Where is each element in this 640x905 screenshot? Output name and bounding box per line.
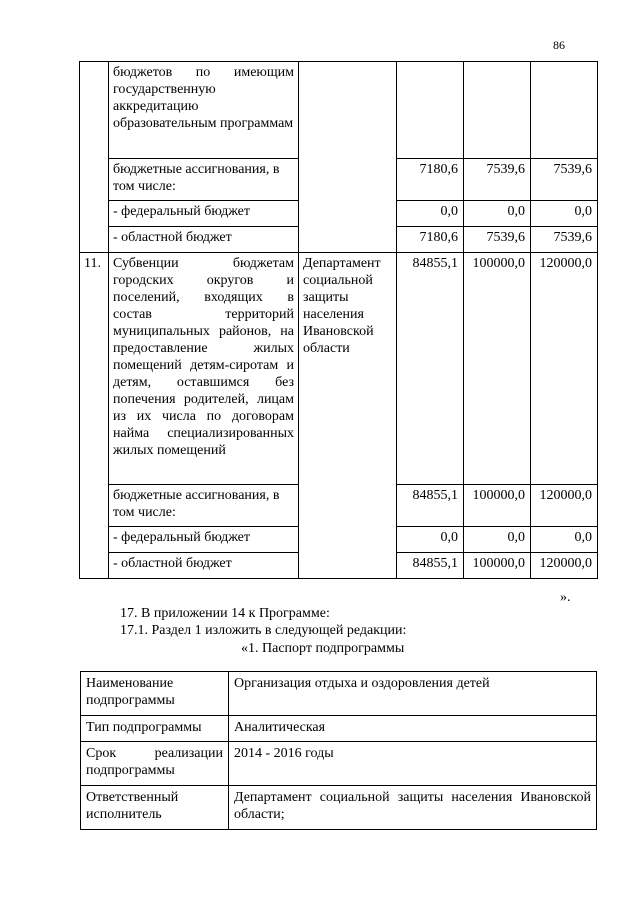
- value-2014: 7180,6: [397, 159, 464, 201]
- value-2016: 0,0: [531, 527, 598, 553]
- table-row: [80, 253, 598, 485]
- item-name-cell: Субвенции бюджетам городских округов и поселений, входящих в состав территорий муниципальных районов, на предоставление жилых помещений детям-сиротам и детям, оставшимся без попечения родителей, лицам из их числа по договорам найма специализированных жилых помещений: [109, 253, 299, 485]
- value-2014: [397, 62, 464, 159]
- value-2015: 0,0: [464, 527, 531, 553]
- executor-cell: [299, 62, 397, 253]
- passport-value: Организация отдыха и оздоровления детей: [229, 672, 597, 716]
- value-2014: 84855,1: [397, 553, 464, 579]
- table-row: [81, 716, 597, 742]
- passport-label: Ответственный исполнитель: [81, 786, 229, 830]
- item-name-cell: - областной бюджет: [109, 553, 299, 579]
- value-2015: 7539,6: [464, 159, 531, 201]
- budget-table: [79, 61, 598, 579]
- value-2015: 100000,0: [464, 553, 531, 579]
- number-cell: [80, 62, 109, 253]
- value-2014: 84855,1: [397, 253, 464, 485]
- table-row: [81, 786, 597, 830]
- paragraph-17-1: 17.1. Раздел 1 изложить в следующей редакции:: [120, 623, 407, 638]
- item-name-cell: бюджетов по имеющим государственную аккредитацию образовательным программам: [109, 62, 299, 159]
- item-name-cell: - областной бюджет: [109, 227, 299, 253]
- item-name-cell: бюджетные ассигнования, в том числе:: [109, 485, 299, 527]
- value-2015: [464, 62, 531, 159]
- value-2015: 100000,0: [464, 485, 531, 527]
- passport-value: 2014 - 2016 годы: [229, 742, 597, 786]
- table-row: [81, 672, 597, 716]
- value-2015: 100000,0: [464, 253, 531, 485]
- value-2015: 7539,6: [464, 227, 531, 253]
- passport-label: Тип подпрограммы: [81, 716, 229, 742]
- passport-value: Департамент социальной защиты населения Ивановской области;: [229, 786, 597, 830]
- passport-value: Аналитическая: [229, 716, 597, 742]
- passport-table: [80, 671, 597, 830]
- page-number: 86: [553, 38, 565, 52]
- item-name-cell: - федеральный бюджет: [109, 201, 299, 227]
- value-2014: 7180,6: [397, 227, 464, 253]
- value-2014: 0,0: [397, 201, 464, 227]
- value-2016: 7539,6: [531, 159, 598, 201]
- value-2014: 0,0: [397, 527, 464, 553]
- passport-label: Наименование подпрограммы: [81, 672, 229, 716]
- value-2014: 84855,1: [397, 485, 464, 527]
- value-2016: [531, 62, 598, 159]
- item-name-cell: бюджетные ассигнования, в том числе:: [109, 159, 299, 201]
- passport-label: Срок реализации подпрограммы: [81, 742, 229, 786]
- paragraph-17: 17. В приложении 14 к Программе:: [120, 606, 330, 621]
- value-2016: 0,0: [531, 201, 598, 227]
- value-2016: 7539,6: [531, 227, 598, 253]
- closing-quote: ».: [560, 590, 571, 605]
- table-row: [80, 62, 598, 159]
- value-2016: 120000,0: [531, 253, 598, 485]
- value-2016: 120000,0: [531, 485, 598, 527]
- executor-cell: Департамент социальной защиты населения Ивановской области: [299, 253, 397, 579]
- value-2016: 120000,0: [531, 553, 598, 579]
- value-2015: 0,0: [464, 201, 531, 227]
- section-heading: «1. Паспорт подпрограммы: [241, 641, 405, 656]
- table-row: [81, 742, 597, 786]
- number-cell: 11.: [80, 253, 109, 579]
- item-name-cell: - федеральный бюджет: [109, 527, 299, 553]
